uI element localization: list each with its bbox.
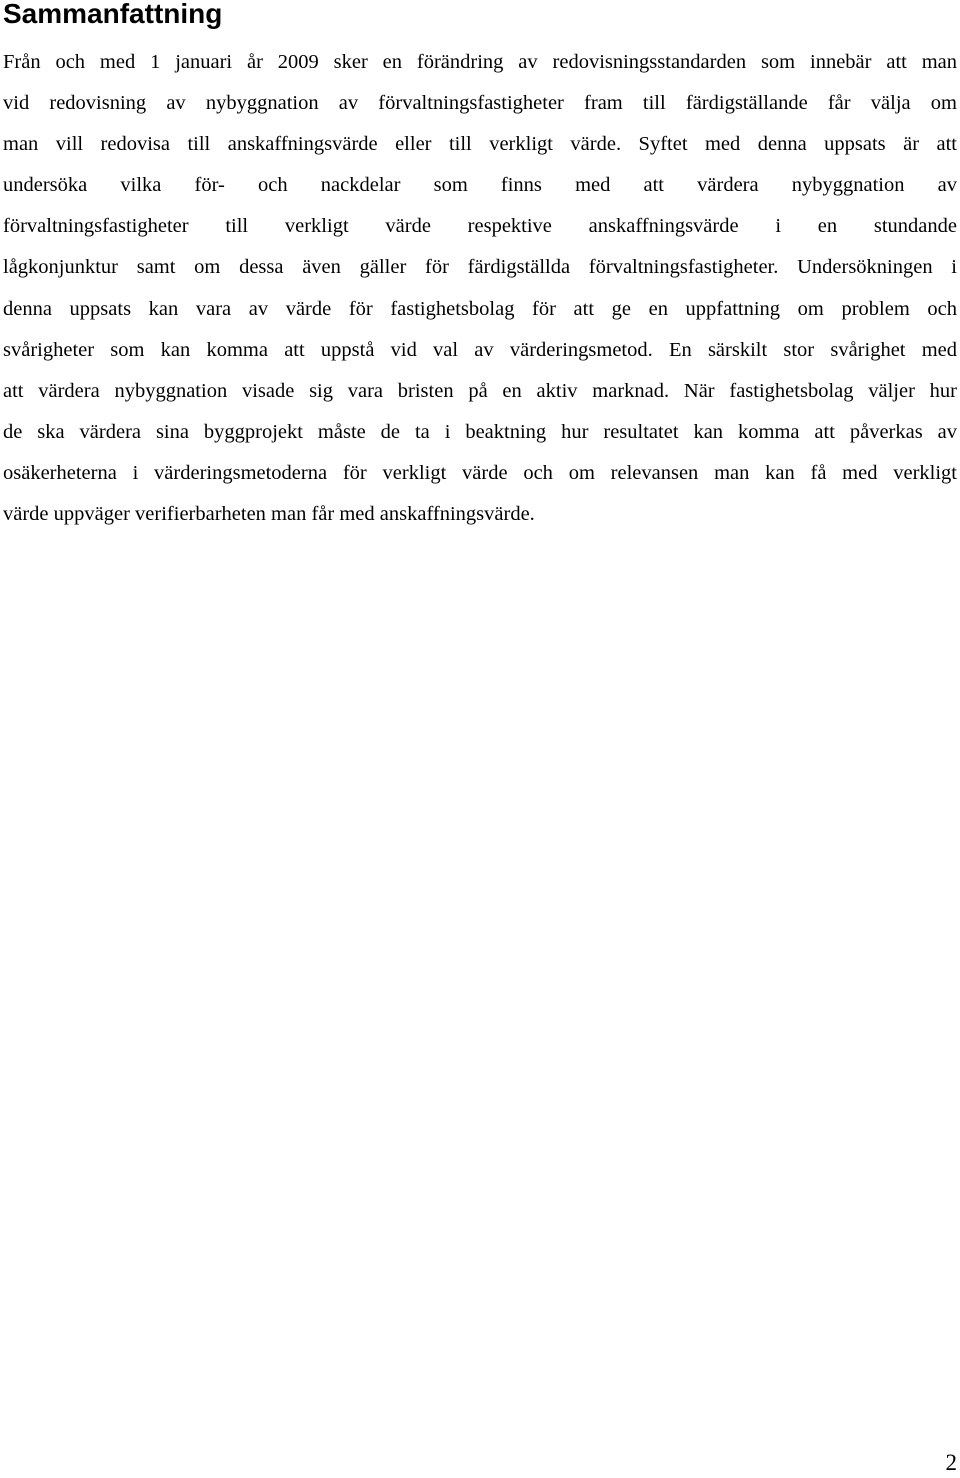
paragraph-line: vid redovisning av nybyggnation av förvaltningsfastigheter fram till färdigställande får välja om <box>3 92 957 115</box>
paragraph-line: man vill redovisa till anskaffningsvärde eller till verkligt värde. Syftet med denna uppsats är att <box>3 133 957 156</box>
paragraph-line: lågkonjunktur samt om dessa även gäller för färdigställda förvaltningsfastigheter. Undersökningen i <box>3 256 957 279</box>
paragraph-line: förvaltningsfastigheter till verkligt värde respektive anskaffningsvärde i en stundande <box>3 215 957 238</box>
section-heading: Sammanfattning <box>3 0 223 29</box>
summary-paragraph <box>3 42 957 535</box>
paragraph-line: undersöka vilka för- och nackdelar som finns med att värdera nybyggnation av <box>3 174 957 197</box>
paragraph-line: värde uppväger verifierbarheten man får med anskaffningsvärde. <box>3 503 535 526</box>
paragraph-line: de ska värdera sina byggprojekt måste de ta i beaktning hur resultatet kan komma att påverkas av <box>3 420 957 443</box>
paragraph-line: denna uppsats kan vara av värde för fastighetsbolag för att ge en uppfattning om problem och <box>3 297 957 320</box>
paragraph-line: svårigheter som kan komma att uppstå vid val av värderingsmetod. En särskilt stor svårighet med <box>3 338 957 361</box>
paragraph-line: osäkerheterna i värderingsmetoderna för verkligt värde och om relevansen man kan få med verkligt <box>3 461 957 484</box>
paragraph-line: att värdera nybyggnation visade sig vara bristen på en aktiv marknad. När fastighetsbolag väljer hur <box>3 379 957 402</box>
paragraph-line: Från och med 1 januari år 2009 sker en förändring av redovisningsstandarden som innebär att man <box>3 51 957 73</box>
page-number: 2 <box>945 1450 957 1475</box>
